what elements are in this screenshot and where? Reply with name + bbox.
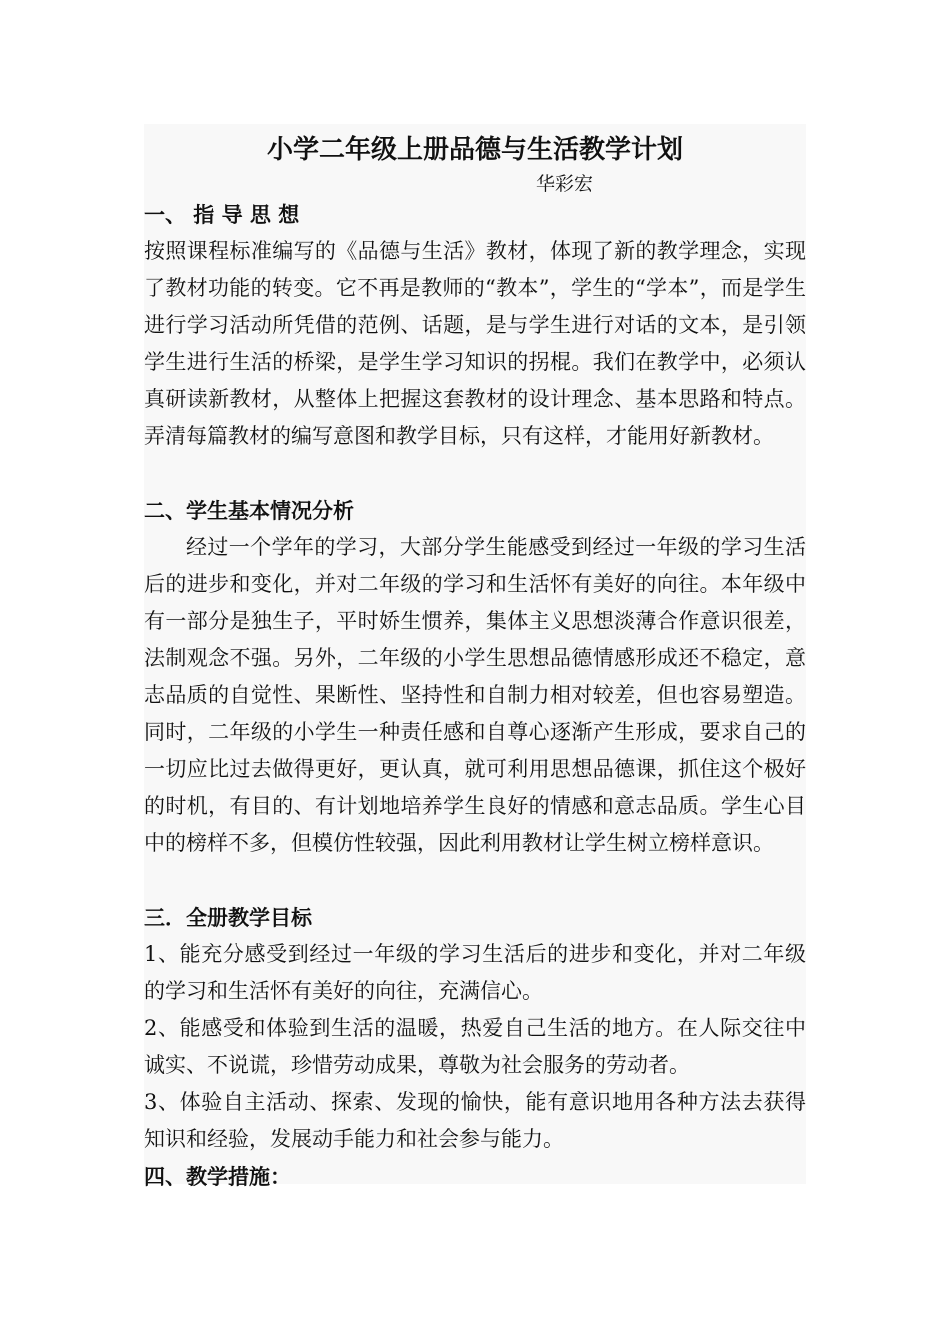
document-title: 小学二年级上册品德与生活教学计划 (266, 135, 683, 165)
section-heading-student-analysis: 二、学生基本情况分析 (144, 498, 354, 523)
document-page (144, 124, 806, 1189)
section-heading-teaching-measures: 四、教学措施： (144, 1164, 291, 1189)
paragraph-student-analysis: 经过一个学年的学习，大部分学生能感受到经过一年级的学习生活后的进步和变化，并对二年级的学习和生活怀有美好的向往。本年级中有一部分是独生子，平时娇生惯养，集体主义思想淡薄合作意识很差，法制观念不强。另外，二年级的小学生思想品德情感形成还不稳定，意志品质的自觉性、果断性、坚持性和自制力相对较差，但也容易塑造。同时，二年级的小学生一种责任感和自尊心逐渐产生形成，要求自己的一切应比过去做得更好，更认真，就可利用思想品德课，抓住这个极好的时机，有目的、有计划地培养学生良好的情感和意志品质。学生心目中的榜样不多，但模仿性较强，因此利用教材让学生树立榜样意识。 (144, 535, 806, 855)
section-heading-guiding-ideology: 一、 指 导 思 想 (144, 202, 300, 227)
paragraph-goal-2: 2、能感受和体验到生活的温暖，热爱自己生活的地方。在人际交往中诚实、不说谎，珍惜劳动成果，尊敬为社会服务的劳动者。 (144, 1016, 806, 1077)
paragraph-guiding-ideology: 按照课程标准编写的《品德与生活》教材，体现了新的教学理念，实现了教材功能的转变。它不再是教师的“教本”，学生的“学本”，而是学生进行学习活动所凭借的范例、话题，是与学生进行对话的文本，是引领学生进行生活的桥梁，是学生学习知识的拐棍。我们在教学中，必须认真研读新教材，从整体上把握这套教材的设计理念、基本思路和特点。弄清每篇教材的编写意图和教学目标，只有这样，才能用好新教材。 (144, 239, 806, 448)
paragraph-goal-3: 3、体验自主活动、探索、发现的愉快，能有意识地用各种方法去获得知识和经验，发展动手能力和社会参与能力。 (144, 1090, 806, 1151)
paragraph-goal-1: 1、能充分感受到经过一年级的学习生活后的进步和变化，并对二年级的学习和生活怀有美好的向往，充满信心。 (144, 942, 806, 1003)
section-heading-teaching-goals: 三．全册教学目标 (144, 905, 312, 930)
document-author: 华彩宏 (536, 173, 594, 195)
